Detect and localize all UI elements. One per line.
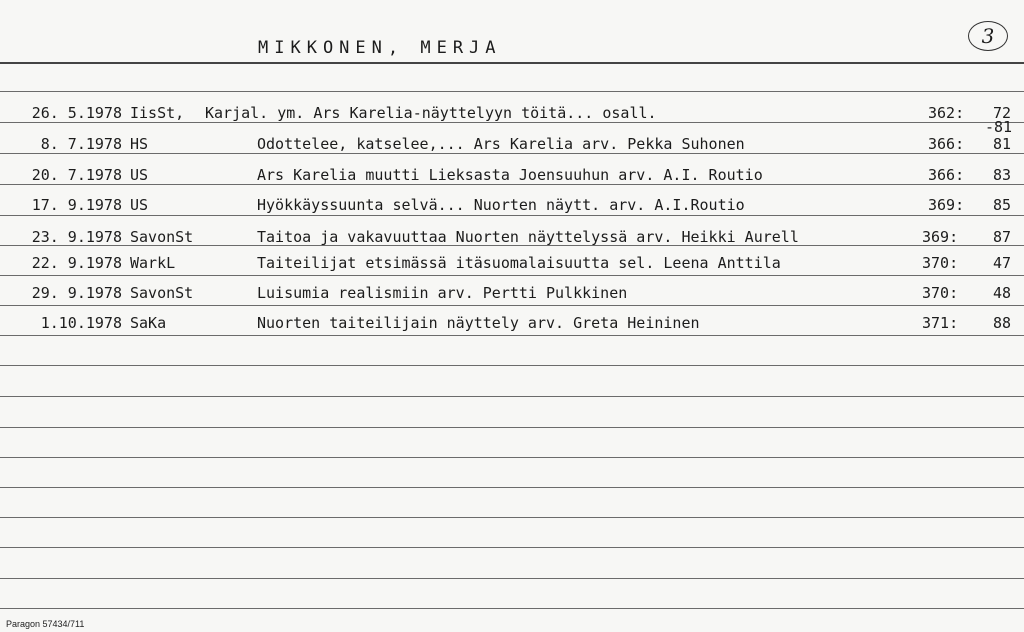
entry-description: Hyökkäyssuunta selvä... Nuorten näytt. arv. A.I.Routio: [257, 196, 745, 214]
entry-description: Odottelee, katselee,... Ars Karelia arv. Pekka Suhonen: [257, 135, 745, 153]
entry-description: Ars Karelia muutti Lieksasta Joensuuhun arv. A.I. Routio: [257, 166, 763, 184]
entry-date: 23. 9.1978: [31, 228, 122, 246]
entry-page: 366:: [928, 135, 965, 153]
entry-description: Luisumia realismiin arv. Pertti Pulkkinen: [257, 284, 628, 302]
rule: [0, 457, 1024, 458]
entry-number-range: -81: [985, 118, 1013, 136]
rule: [0, 365, 1024, 366]
entry-row: [0, 104, 1024, 124]
entry-row: [0, 254, 1024, 274]
rule: [0, 91, 1024, 92]
entry-paper: SavonSt: [130, 284, 194, 302]
rule: [0, 608, 1024, 609]
entry-page: 369:: [928, 196, 965, 214]
entry-description: Taitoa ja vakavuuttaa Nuorten näyttelyssä arv. Heikki Aurell: [257, 228, 799, 246]
entry-page: 370:: [922, 284, 959, 302]
printer-imprint: Paragon 57434/711: [6, 619, 85, 629]
entry-page: 366:: [928, 166, 965, 184]
entry-row: [0, 166, 1024, 186]
rule: [0, 305, 1024, 306]
entry-paper: IisSt,: [130, 104, 185, 122]
rule: [0, 396, 1024, 397]
entry-page: 371:: [922, 314, 959, 332]
entry-row: [0, 314, 1024, 334]
entry-paper: SaKa: [130, 314, 167, 332]
entry-paper: US: [130, 166, 149, 184]
entry-paper: HS: [130, 135, 149, 153]
entry-row: [0, 196, 1024, 216]
entry-paper: WarkL: [130, 254, 176, 272]
entry-paper: SavonSt: [130, 228, 194, 246]
entry-page: 370:: [922, 254, 959, 272]
rule: [0, 547, 1024, 548]
entry-number: 72: [992, 104, 1011, 122]
card-name: MIKKONEN, MERJA: [258, 38, 502, 58]
entry-number: 83: [992, 166, 1011, 184]
header-rule: [0, 62, 1024, 64]
entry-description: Nuorten taiteilijain näyttely arv. Greta Heininen: [257, 314, 700, 332]
rule: [0, 427, 1024, 428]
entry-date: 1.10.1978: [40, 314, 122, 332]
entry-date: 22. 9.1978: [31, 254, 122, 272]
entry-number: 48: [992, 284, 1011, 302]
entry-date: 8. 7.1978: [40, 135, 122, 153]
entry-date: 29. 9.1978: [31, 284, 122, 302]
rule: [0, 487, 1024, 488]
entry-number: 81: [992, 135, 1011, 153]
entry-paper: US: [130, 196, 149, 214]
entry-page: 362:: [928, 104, 965, 122]
entry-date: 26. 5.1978: [31, 104, 122, 122]
entry-page: 369:: [922, 228, 959, 246]
entry-row: [0, 228, 1024, 248]
entry-number: 87: [992, 228, 1011, 246]
entry-number: 85: [992, 196, 1011, 214]
rule: [0, 335, 1024, 336]
entry-description: Karjal. ym. Ars Karelia-näyttelyyn töitä... osall.: [205, 104, 657, 122]
rule: [0, 517, 1024, 518]
entry-date: 17. 9.1978: [31, 196, 122, 214]
entry-date: 20. 7.1978: [31, 166, 122, 184]
card-number-badge: 3: [968, 21, 1008, 51]
entry-description: Taiteilijat etsimässä itäsuomalaisuutta sel. Leena Anttila: [257, 254, 781, 272]
rule: [0, 275, 1024, 276]
entry-number: 88: [992, 314, 1011, 332]
entry-row: [0, 135, 1024, 155]
rule: [0, 578, 1024, 579]
entry-number: 47: [992, 254, 1011, 272]
entry-row: [0, 284, 1024, 304]
